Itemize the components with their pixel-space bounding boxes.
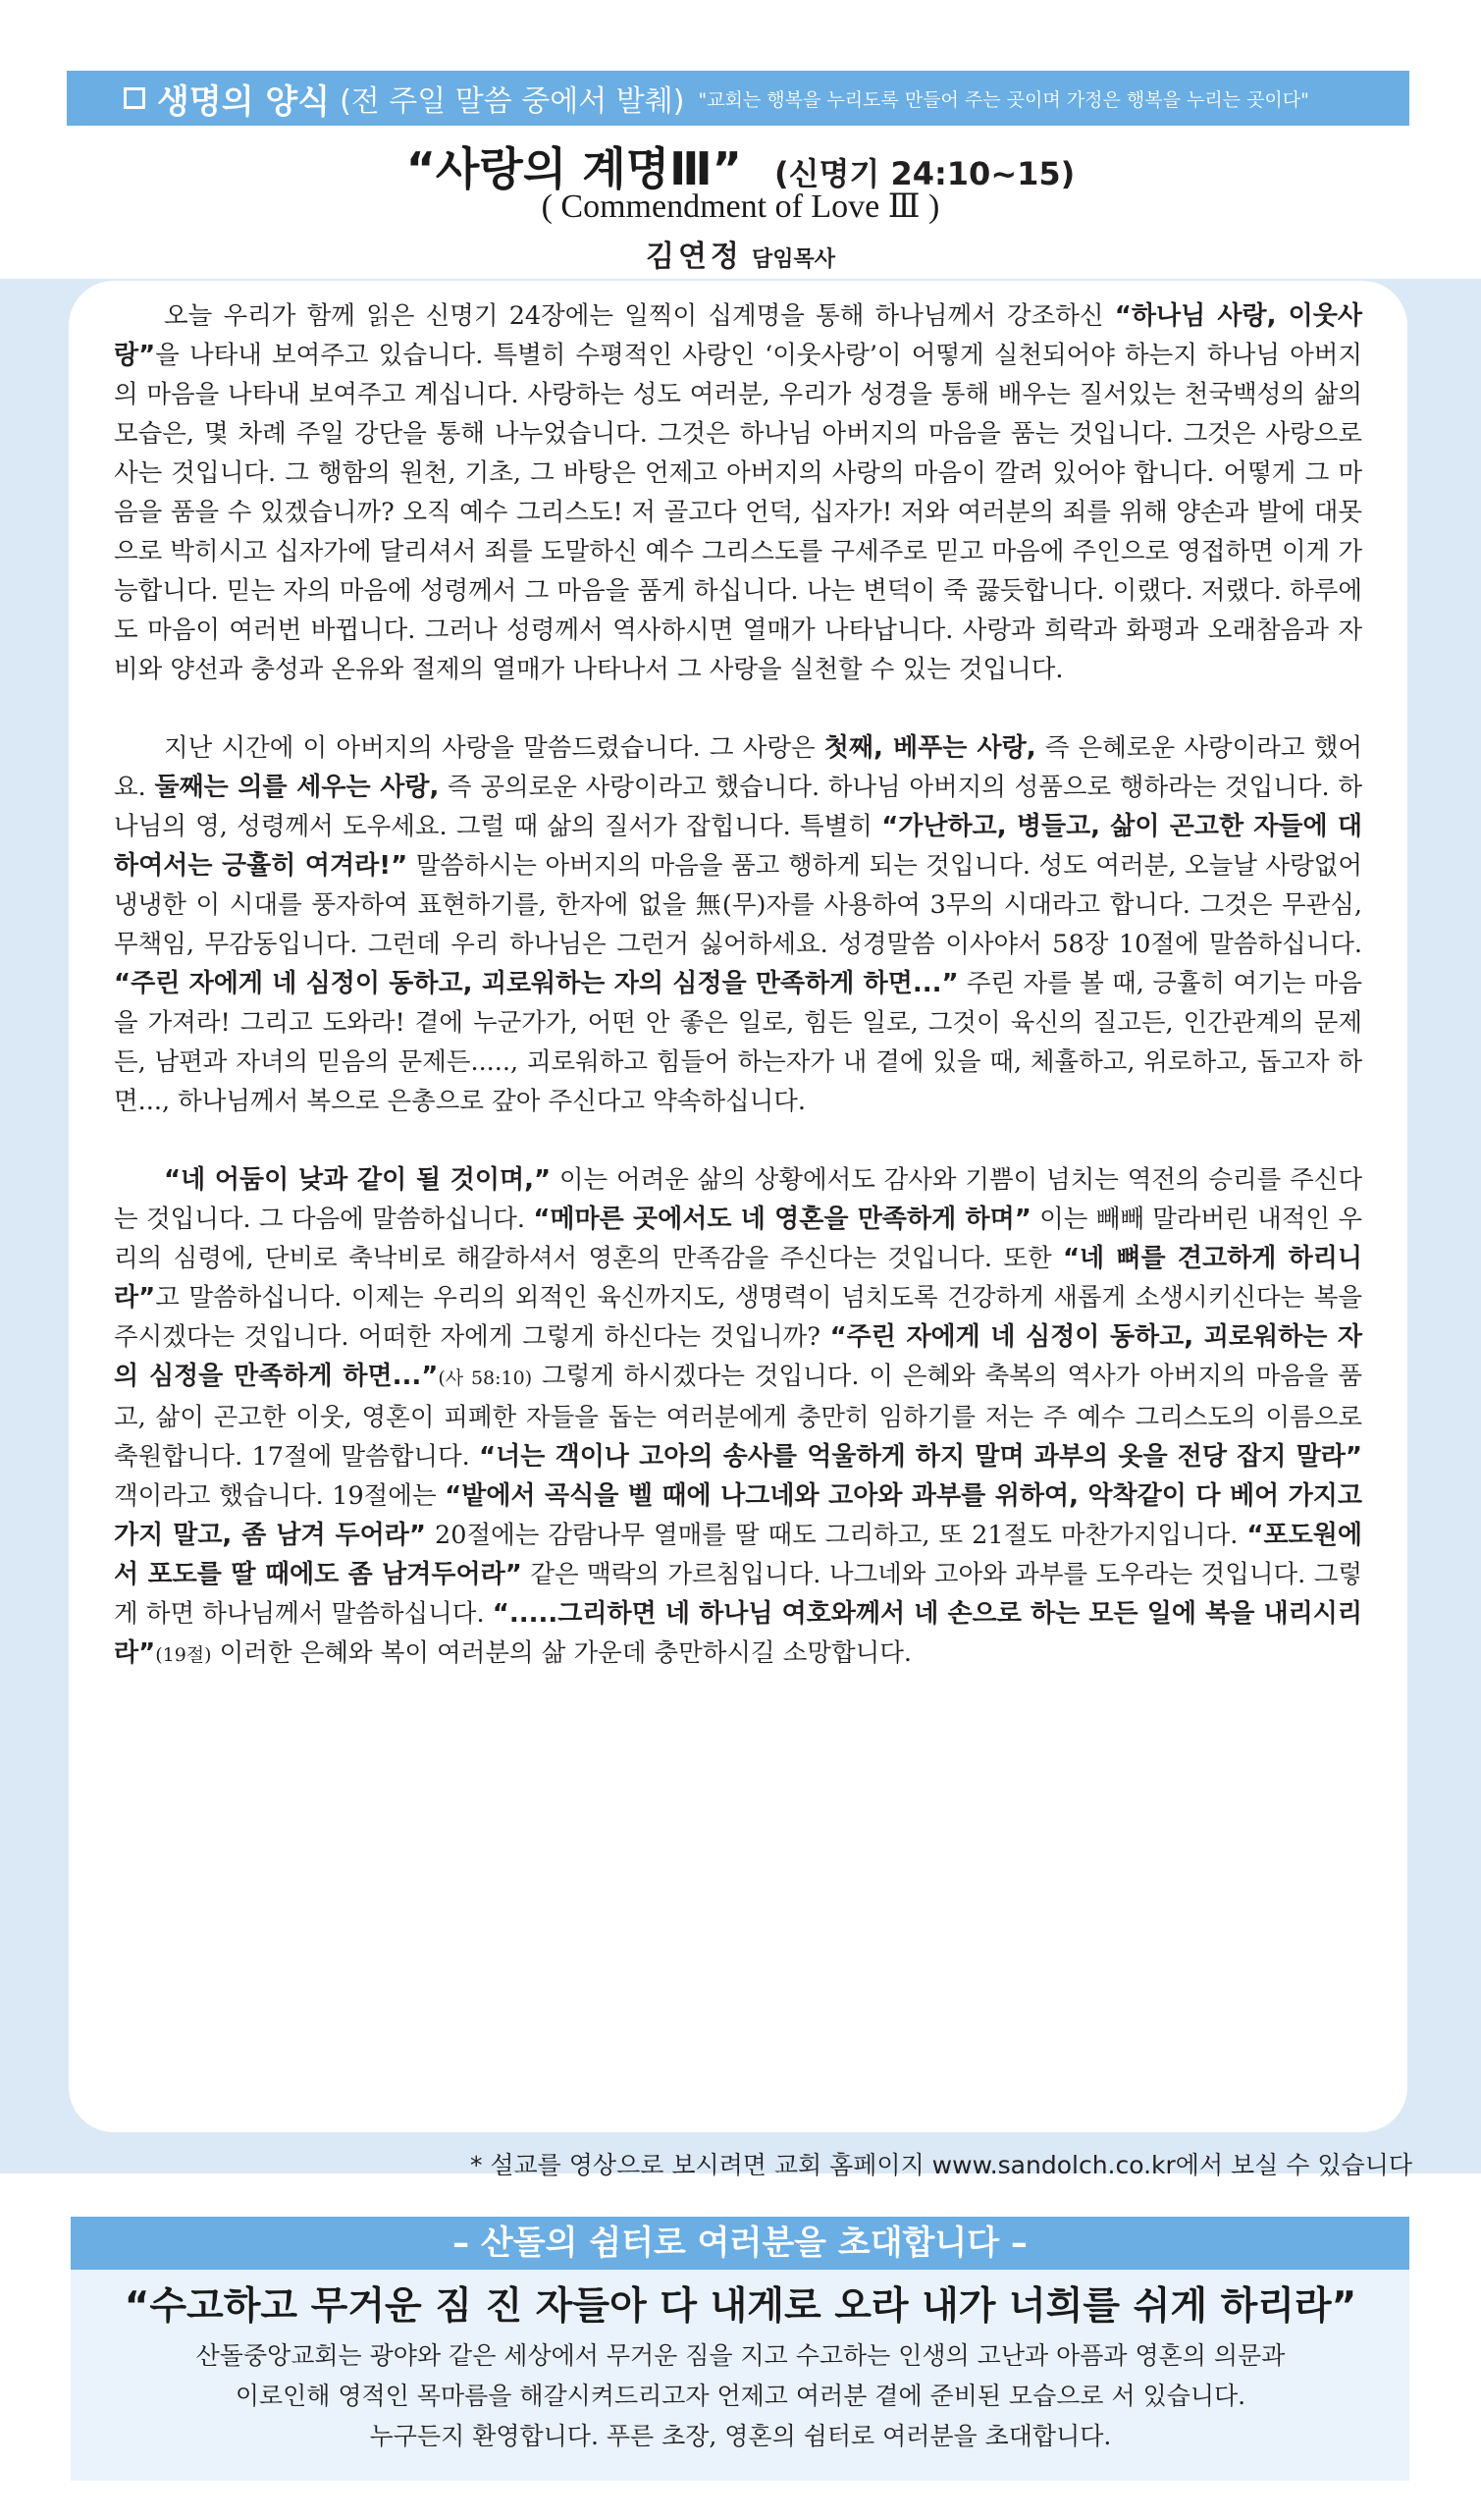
sermon-text-run: 이러한 은혜와 복이 여러분의 삶 가운데 충만하시길 소망합니다.: [211, 1638, 912, 1668]
scripture-quote: “포도원에서 포도를 딸 때에도 좀 남겨두어라”: [114, 1521, 1362, 1589]
author-name: 김연정: [645, 240, 743, 274]
invitation-line-3: 누구든지 환영합니다. 푸른 초장, 영혼의 쉼터로 여러분을 초대합니다.: [369, 2422, 1112, 2450]
scripture-quote: “하나님 사랑, 이웃사랑”: [114, 301, 1362, 370]
video-link-note: * 설교를 영상으로 보시려면 교회 홈페이지 www.sandolch.co.kr에서 보실 수 있습니다: [469, 2151, 1412, 2179]
sermon-text-card: [69, 281, 1407, 2132]
scripture-quote: “밭에서 곡식을 벨 때에 나그네와 고아와 과부를 위하여, 악착같이 다 베어 가지고 가지 말고, 좀 남겨 두어라”: [114, 1481, 1362, 1550]
scripture-quote: “.....그리하면 네 하나님 여호와께서 네 손으로 하는 모든 일에 복을 내리시리라”: [114, 1599, 1362, 1668]
section-note: (전 주일 말씀 중에서 발췌): [340, 84, 685, 119]
scripture-quote: 첫째, 베푸는 사랑,: [823, 733, 1036, 763]
scripture-quote: “네 어둠이 낮과 같이 될 것이며,”: [164, 1165, 552, 1195]
sermon-text-run: 객이라고 했습니다. 19절에는: [114, 1481, 446, 1511]
scripture-quote: “네 뼈를 견고하게 하리니라”: [114, 1244, 1363, 1313]
sermon-text-run: 말씀하시는 아버지의 마음을 품고 행하게 되는 것입니다. 성도 여러분, 오늘날 사랑없어 냉냉한 이 시대를 풍자하여 표현하기를, 한자에 없을 無(무)자를 사용하여 3무의 시대라고 합니다. 그것은 무관심, 무책임, 무감동입니다. 그런데 우리 하나님은 그런거 싫어하세요. 성경말씀 이사야서 58장 10절에 말씀하십니다.: [114, 851, 1362, 959]
sermon-paragraph-1: [114, 296, 1362, 689]
scripture-quote: 둘째는 의를 세우는 사랑,: [154, 773, 440, 802]
scripture-quote: “메마른 곳에서도 네 영혼을 만족하게 하며”: [533, 1205, 1031, 1234]
sermon-text-run: 오늘 우리가 함께 읽은 신명기 24장에는 일찍이 십계명을 통해 하나님께서 강조하신: [164, 301, 1115, 331]
sermon-text-run: 고 말씀하십니다. 이제는 우리의 외적인 육신까지도, 생명력이 넘치도록 건강하게 새롭게 소생시키신다는 복을 주시겠다는 것입니다. 어떠한 자에게 그렇게 하신다는 것입니까?: [114, 1283, 1362, 1352]
sermon-text-run: 20절에는 감람나무 열매를 딸 때도 그리하고, 또 21절도 마찬가지입니다.: [426, 1521, 1247, 1550]
invitation-verse: “수고하고 무거운 짐 진 자들아 다 내게로 오라 내가 너희를 쉬게 하리라”: [124, 2284, 1357, 2329]
sermon-text-run: 즉 은혜로운 사랑이라고 했어요.: [114, 733, 1362, 802]
verse-citation: (19절): [155, 1644, 212, 1666]
invitation-line-2: 이로인해 영적인 목마름을 해갈시켜드리고자 언제고 여러분 곁에 준비된 모습으로 서 있습니다.: [235, 2382, 1246, 2410]
scripture-quote: “주린 자에게 네 심정이 동하고, 괴로워하는 자의 심정을 만족하게 하면...”: [114, 969, 959, 998]
section-header-bar: [67, 71, 1409, 126]
sermon-text-run: 즉 공의로운 사랑이라고 했습니다. 하나님 아버지의 성품으로 행하라는 것입니다. 하나님의 영, 성령께서 도우세요. 그럴 때 삶의 질서가 잡힙니다. 특별히: [114, 773, 1362, 841]
scripture-quote: “너는 객이나 고아의 송사를 억울하게 하지 말며 과부의 옷을 전당 잡지 말라”: [479, 1442, 1362, 1472]
sermon-text-run: 주린 자를 볼 때, 긍휼히 여기는 마음을 가져라! 그리고 도와라! 곁에 누군가가, 어떤 안 좋은 일로, 힘든 일로, 그것이 육신의 질고든, 인간관계의 문제든, 남편과 자녀의 믿음의 문제든....., 괴로워하고 힘들어 하는자가 내 곁에 있을 때, 체휼하고, 위로하고, 돕고자 하면..., 하나님께서 복으로 은총으로 갚아 주신다고 약속하십니다.: [114, 969, 1362, 1116]
invitation-line-1: 산돌중앙교회는 광야와 같은 세상에서 무거운 짐을 지고 수고하는 인생의 고난과 아픔과 영혼의 의문과: [195, 2341, 1286, 2370]
section-quote: "교회는 행복을 누리도록 만들어 주는 곳이며 가정은 행복을 누리는 곳이다": [698, 88, 1309, 111]
sermon-paragraph-2: [114, 728, 1362, 1121]
verse-citation: (사 58:10): [438, 1367, 533, 1389]
invitation-banner: – 산돌의 쉼터로 여러분을 초대합니다 –: [71, 2217, 1409, 2270]
author-role: 담임목사: [752, 247, 836, 272]
checkbox-icon: [124, 87, 145, 109]
sermon-text-run: 그렇게 하시겠다는 것입니다. 이 은혜와 축복의 역사가 아버지의 마음을 품고, 삶이 곤고한 이웃, 영혼이 피폐한 자들을 돕는 여러분에게 충만히 임하기를 저는 주 예수 그리스도의 이름으로 축원합니다. 17절에 말씀합니다.: [114, 1362, 1362, 1472]
sermon-text-run: 지난 시간에 이 아버지의 사랑을 말씀드렸습니다. 그 사랑은: [164, 733, 824, 763]
sermon-text-run: 을 나타내 보여주고 있습니다. 특별히 수평적인 사랑인 ‘이웃사랑’이 어떻게 실천되어야 하는지 하나님 아버지의 마음을 나타내 보여주고 계십니다. 사랑하는 성도 여러분, 우리가 성경을 통해 배우는 질서있는 천국백성의 삶의 모습은, 몇 차례 주일 강단을 통해 나누었습니다. 그것은 하나님 아버지의 마음을 품는 것입니다. 그것은 사랑으로 사는 것입니다. 그 행함의 원천, 기초, 그 바탕은 언제고 아버지의 사랑의 마음이 깔려 있어야 합니다. 어떻게 그 마음을 품을 수 있겠습니까? 오직 예수 그리스도! 저 골고다 언덕, 십자가! 저와 여러분의 죄를 위해 양손과 발에 대못으로 박히시고 십자가에 달리셔서 죄를 도말하신 예수 그리스도를 구세주로 믿고 마음에 주인으로 영접하면 이게 가능합니다. 믿는 자의 마음에 성령께서 그 마음을 품게 하십니다. 나는 변덕이 죽 끓듯합니다. 이랬다. 저랬다. 하루에도 마음이 여러번 바뀝니다. 그러나 성령께서 역사하시면 열매가 나타납니다. 사랑과 희락과 화평과 오래참음과 자비와 양선과 충성과 온유와 절제의 열매가 나타나서 그 사랑을 실천할 수 있는 것입니다.: [114, 341, 1362, 684]
scripture-reference: (신명기 24:10~15): [773, 155, 1076, 192]
sermon-subtitle: ( Commendment of Love Ⅲ ): [541, 188, 940, 225]
sermon-paragraph-3: [114, 1160, 1362, 1675]
sermon-text-run: 같은 맥락의 가르침입니다. 나그네와 고아와 과부를 도우라는 것입니다. 그렇게 하면 하나님께서 말씀하십니다.: [114, 1560, 1362, 1629]
scripture-quote: “주린 자에게 네 심정이 동하고, 괴로워하는 자의 심정을 만족하게 하면...”: [114, 1322, 1362, 1391]
sermon-text-run: 이는 빼빼 말라버린 내적인 우리의 심령에, 단비로 축낙비로 해갈하셔서 영혼의 만족감을 주신다는 것입니다. 또한: [114, 1205, 1362, 1273]
author-line: [0, 232, 1481, 275]
scripture-quote: “가난하고, 병들고, 삶이 곤고한 자들에 대하여서는 긍휼히 여겨라!”: [114, 812, 1362, 881]
sermon-title: “사랑의 계명Ⅲ”: [405, 142, 742, 195]
section-title: 생명의 양식: [157, 81, 331, 122]
sermon-text-run: 이는 어려운 삶의 상황에서도 감사와 기쁨이 넘치는 역전의 승리를 주신다는 것입니다. 그 다음에 말씀하십니다.: [114, 1165, 1362, 1234]
